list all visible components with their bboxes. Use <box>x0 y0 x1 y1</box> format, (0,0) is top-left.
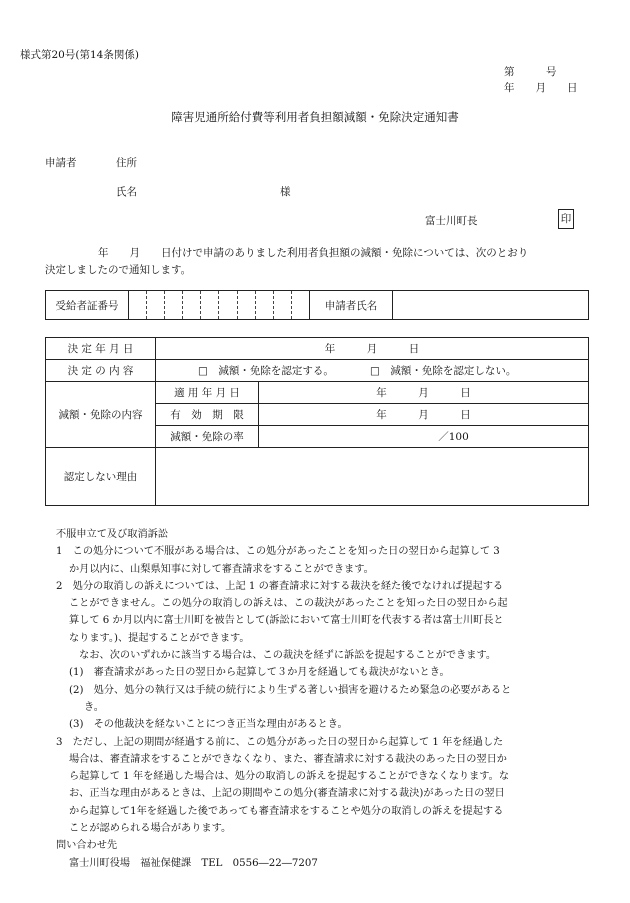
notes-line: (1) 審査請求があった日の翌日から起算して３か月を経過しても裁決がないとき。 <box>69 667 450 679</box>
notes-line: から起算して1年を経過した後であっても審査請求をすることや処分の取消しの訴えを提起する <box>69 805 504 817</box>
document-title: 障害児通所給付費等利用者負担額減額・免除決定通知書 <box>171 110 459 124</box>
option-deny: □ 減額・免除を認定しない。 <box>370 365 517 377</box>
recipient-number-label: 受給者証番号 <box>46 291 129 320</box>
notes-line: (2) 処分、処分の執行又は手続の続行により生ずる著しい損害を避けるため緊急の必要があると <box>69 684 512 696</box>
recipient-number-field <box>129 291 310 320</box>
appeal-notes <box>44 526 584 872</box>
decision-table <box>45 337 589 506</box>
reason-field <box>156 448 589 506</box>
document-number: 第 号 <box>504 66 557 78</box>
notes-line: 算して 6 か月以内に富士川町を被告として(訴訟において富士川町を代表する者は富士川町長と <box>69 615 504 627</box>
document-date: 年 月 日 <box>504 82 578 94</box>
contact-line: 富士川町役場 福祉保健課 TEL 0556―22―7207 <box>69 857 318 869</box>
notes-heading: 不服申立て及び取消訴訟 <box>56 529 169 540</box>
address-label: 住所 <box>116 157 137 169</box>
applicable-date-value: 年 月 日 <box>259 382 589 404</box>
valid-until-value: 年 月 日 <box>259 404 589 426</box>
notes-line: か月以内に、山梨県知事に対して審査請求をすることができます。 <box>69 563 374 575</box>
applicable-date-label: 適 用 年 月 日 <box>156 382 259 404</box>
notes-line: 場合は、審査請求をすることができなくなり、また、審査請求に対する裁決のあった日の翌日か <box>69 753 507 765</box>
id-table <box>45 290 589 320</box>
notes-line: ことが認められる場合があります。 <box>69 823 232 835</box>
rate-label: 減額・免除の率 <box>156 426 259 448</box>
notes-line: ことができません。この処分の取消しの訴えは、この裁決があったことを知った日の翌日から起 <box>69 598 508 610</box>
intro-line-1: 年 月 日付けで申請のありました利用者負担額の減額・免除については、次のとおり <box>98 247 529 259</box>
applicant-name-field <box>393 291 589 320</box>
decision-content-options <box>156 360 589 382</box>
notes-line: 2 処分の取消しの訴えについては、上記 1 の審査請求に対する裁決を経た後でなければ提起する <box>56 580 504 592</box>
form-number: 様式第20号(第14条関係) <box>20 49 139 61</box>
honorific: 様 <box>280 186 291 198</box>
option-approve: □ 減額・免除を認定する。 <box>198 365 334 377</box>
valid-until-label: 有 効 期 限 <box>156 404 259 426</box>
notes-line: (3) その他裁決を経ないことにつき正当な理由があるとき。 <box>69 719 348 731</box>
contact-heading: 問い合わせ先 <box>56 840 118 852</box>
name-label: 氏名 <box>116 186 137 198</box>
applicant-name-label: 申請者氏名 <box>310 291 393 320</box>
notes-line: なります。)、提起することができます。 <box>69 632 250 644</box>
intro-line-2: 決定しましたので通知します。 <box>45 264 192 276</box>
reason-label: 認定しない理由 <box>46 448 156 506</box>
notes-line: 3 ただし、上記の期間が経過する前に、この処分があった日の翌日から起算して 1 年を経過した <box>56 736 504 748</box>
decision-content-label: 決 定 の 内 容 <box>46 360 156 382</box>
notes-line: なお、次のいずれかに該当する場合は、この裁決を経ずに訴訟を提起することができます。 <box>69 650 497 662</box>
seal-mark: 印 <box>558 209 574 229</box>
notes-line: ら起算して 1 年を経過した場合は、処分の取消しの訴えを提起することができなくなります。な <box>69 771 510 783</box>
rate-value: ／100 <box>259 426 589 448</box>
decision-date-value: 年 月 日 <box>156 338 589 360</box>
decision-date-label: 決 定 年 月 日 <box>46 338 156 360</box>
notes-line: お、正当な理由があるときは、上記の期間やこの処分(審査請求に対する裁決)があった日の翌日 <box>69 788 505 800</box>
issuer-name: 富士川町長 <box>425 215 478 227</box>
notes-line: 1 この処分について不服がある場合は、この処分があったことを知った日の翌日から起算して 3 <box>56 546 500 558</box>
notes-line: き。 <box>84 701 104 713</box>
reduction-content-label: 減額・免除の内容 <box>46 382 156 448</box>
applicant-label: 申請者 <box>45 157 77 169</box>
